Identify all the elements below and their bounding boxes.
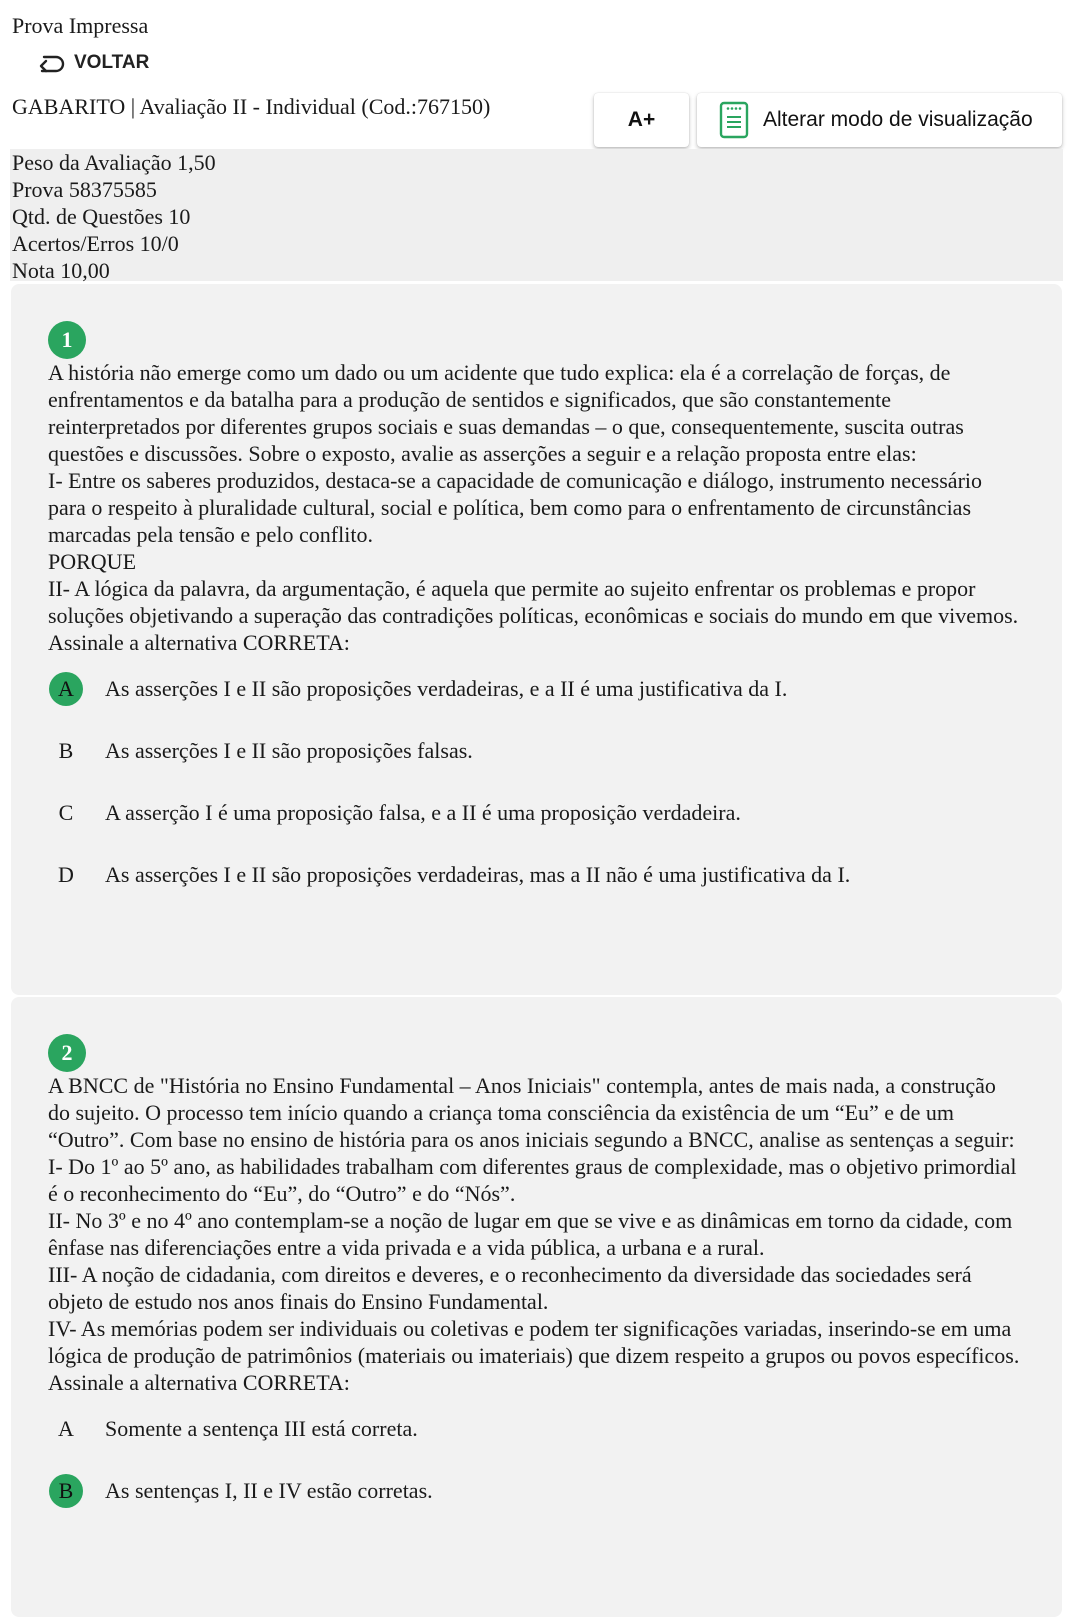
question-paragraph: Assinale a alternativa CORRETA: <box>48 1370 350 1395</box>
question-paragraph: III- A noção de cidadania, com direitos e deveres, e o reconhecimento da diversidade das sociedades será objeto de estudo nos anos finais do Ensino Fundamental. <box>48 1262 972 1314</box>
question-text <box>48 359 1022 656</box>
back-label: VOLTAR <box>74 52 150 73</box>
question-paragraph: I- Do 1º ao 5º ano, as habilidades trabalham com diferentes graus de complexidade, mas o objetivo primordial é o reconhecimento do “Eu”, do “Outro” e do “Nós”. <box>48 1154 1017 1206</box>
info-question-count: Qtd. de Questões 10 <box>12 204 191 229</box>
question-card-1 <box>11 284 1062 995</box>
exam-info-panel <box>10 149 1063 281</box>
page-title: Prova Impressa <box>12 13 149 38</box>
question-paragraph: Assinale a alternativa CORRETA: <box>48 630 350 655</box>
info-weight: Peso da Avaliação 1,50 <box>12 150 216 175</box>
options-list <box>48 670 1022 894</box>
options-list <box>48 1410 1022 1510</box>
option-letter-correct: A <box>49 672 83 706</box>
option-letter-correct: B <box>49 1474 83 1508</box>
back-button[interactable] <box>36 52 149 74</box>
option-letter: D <box>58 862 74 887</box>
option-text: Somente a sentença III está correta. <box>105 1416 418 1441</box>
option-b[interactable] <box>48 1472 1022 1510</box>
option-b[interactable] <box>48 732 1022 770</box>
option-text: As sentenças I, II e IV estão corretas. <box>105 1478 433 1503</box>
question-paragraph: A BNCC de "História no Ensino Fundamental – Anos Iniciais" contempla, antes de mais nada, a construção do sujeito. O processo tem início quando a criança toma consciência da existência de um “Eu” e de um “Outro”. Com base no ensino de história para os anos iniciais segundo a BNCC, analise as sentenças a seguir: <box>48 1073 1015 1152</box>
question-number-badge: 2 <box>48 1034 86 1072</box>
option-d[interactable] <box>48 856 1022 894</box>
info-grade: Nota 10,00 <box>12 258 110 283</box>
option-text: A asserção I é uma proposição falsa, e a II é uma proposição verdadeira. <box>105 800 741 825</box>
info-hits-errors: Acertos/Erros 10/0 <box>12 231 179 256</box>
option-letter: C <box>58 800 74 825</box>
question-card-2 <box>11 997 1062 1617</box>
option-c[interactable] <box>48 794 1022 832</box>
question-paragraph: PORQUE <box>48 549 137 574</box>
view-mode-button[interactable] <box>697 93 1062 147</box>
return-arrow-icon <box>36 52 66 74</box>
option-a[interactable] <box>48 1410 1022 1448</box>
document-icon <box>719 101 749 139</box>
question-paragraph: IV- As memórias podem ser individuais ou coletivas e podem ter significações variadas, inserindo-se em uma lógica de produção de patrimônios (materiais ou imateriais) que dizem respeito a grupos ou povos específicos. <box>48 1316 1020 1368</box>
info-exam-id: Prova 58375585 <box>12 177 157 202</box>
exam-title: GABARITO | Avaliação II - Individual (Cod.:767150) <box>12 94 491 119</box>
option-text: As asserções I e II são proposições verdadeiras, mas a II não é uma justificativa da I. <box>105 862 851 887</box>
question-paragraph: I- Entre os saberes produzidos, destaca-se a capacidade de comunicação e diálogo, instrumento necessário para o respeito à pluralidade cultural, social e política, bem como para o enfrentamento de circunstâncias marcadas pela tensão e pelo conflito. <box>48 468 983 547</box>
question-paragraph: A história não emerge como um dado ou um acidente que tudo explica: ela é a correlação de forças, de enfrentamentos e da batalha para a produção de sentidos e significados, que são constantemente reinterpretados por diferentes grupos sociais e suas demandas – o que, consequentemente, suscita outras questões e discussões. Sobre o exposto, avalie as asserções a seguir e a relação proposta entre elas: <box>48 360 964 466</box>
question-paragraph: II- A lógica da palavra, da argumentação, é aquela que permite ao sujeito enfrentar os problemas e propor soluções objetivando a superação das contradições políticas, econômicas e sociais do mundo em que vivemos. <box>48 576 1019 628</box>
option-letter: B <box>58 738 74 763</box>
question-number-badge: 1 <box>48 321 86 359</box>
option-text: As asserções I e II são proposições verdadeiras, e a II é uma justificativa da I. <box>105 676 788 701</box>
view-mode-label: Alterar modo de visualização <box>763 108 1033 131</box>
question-text <box>48 1072 1022 1396</box>
font-size-button[interactable]: A+ <box>594 93 689 147</box>
option-text: As asserções I e II são proposições falsas. <box>105 738 473 763</box>
option-a[interactable] <box>48 670 1022 708</box>
question-paragraph: II- No 3º e no 4º ano contemplam-se a noção de lugar em que se vive e as dinâmicas em torno da cidade, com ênfase nas diferenciações entre a vida privada e a vida pública, a urbana e a rural. <box>48 1208 1013 1260</box>
option-letter: A <box>58 1416 74 1441</box>
